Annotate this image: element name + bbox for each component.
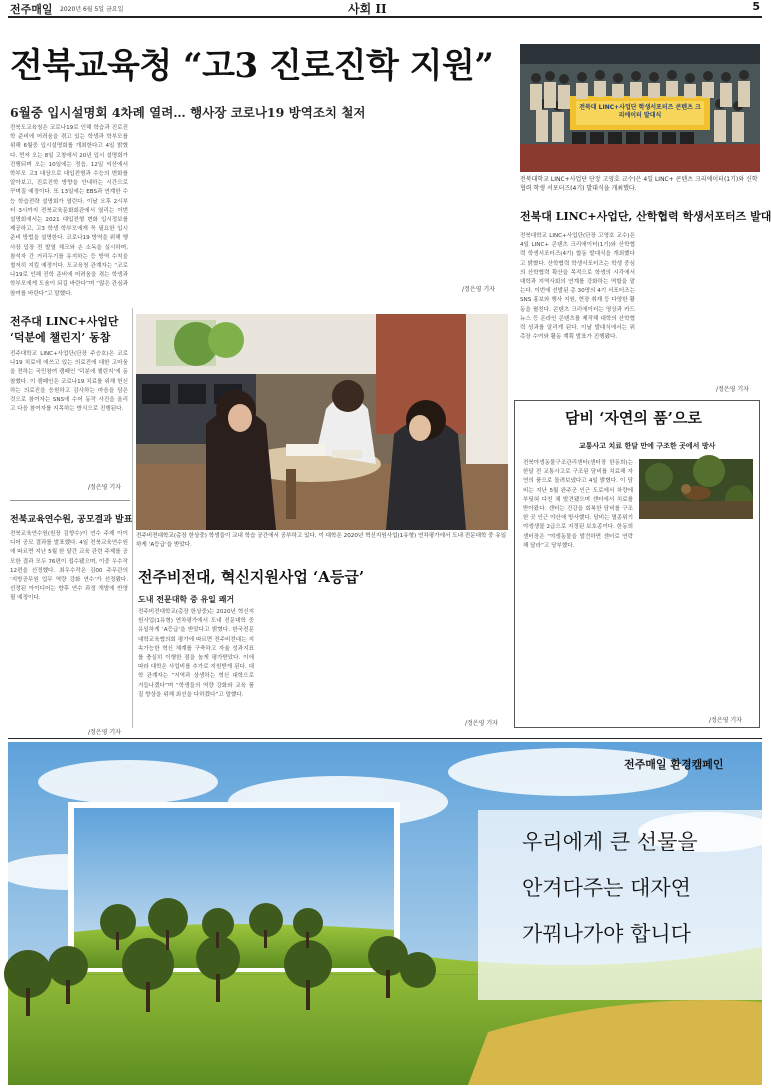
group-photo-banner: 전북대 LINC+사업단 학생서포터즈 콘텐츠 크리에이터 발대식 [579,104,701,119]
lead-byline: /정은영 기자 [462,286,495,293]
lead-subhead: 6월중 입시설명회 4차례 열려… 행사장 코로나19 방역조치 철저 [10,105,366,120]
vision-body-col3 [386,574,504,726]
masthead-section: 사회 II [348,2,387,16]
ad-line2: 안겨다주는 대자연 [522,876,691,900]
classroom-photo-image [136,314,508,530]
challenge-body: 전주대학교 LINC+사업단(단장 주승호)은 코로나19 치료에 애쓰고 있는 의료진에 대한 고마움을 전하는 국민참여 캠페인 ‘덕분에 챌린지’에 동참했다. 이 캠페인은 코로나19 치료를 위해 헌신하는 의료진을 응원하고 감사하는 마음을 담은 것으로 참여자는 SNS에 수어 동작 사진을 올리고 다음 참여자를 지목하는 방식으로 진행된다. [10,351,128,413]
marten-subhead: 교통사고 치료 한달 만에 구조한 곳에서 방사 [579,442,716,450]
linc-byline: /정은영 기자 [716,386,749,393]
left-divider [10,500,130,501]
challenge-headline: 전주대 LINC+사업단 ‘덕분에 챌린지’ 동참 [10,315,119,344]
vision-body-col1: 전주비전대학교(총장 한상중)는 2020년 혁신지원사업(1유형) 연차평가에서 도내 전문대학 중 유일하게 ‘A등급’을 받았다고 밝혔다. 한국전문대학교육협의회 평가에 따르면 전주비전대는 지속가능한 혁신 체계를 구축하고 자율 성과지표를 충실히 이행한 점을 높게 평가받았다. 이에 따라 대학은 사업비를 추가로 지원받게 된다. 대학 관계자는 “지역과 상생하는 혁신 대학으로 거듭나겠다”며 “학생들의 역량 강화와 교육 품질 향상을 위해 최선을 다하겠다”고 말했다. [138,609,254,698]
marten-byline: /정은영 기자 [709,717,742,724]
training-byline: /정은영 기자 [88,729,121,736]
vision-subhead: 도내 전문대학 중 유일 쾌거 [138,595,235,604]
marten-photo-image [639,459,753,519]
masthead-date: 2020년 6월 5일 금요일 [60,6,124,13]
linc-body-col1: 전북대학교 LINC+사업단(단장 고영호 교수)은 4일 LINC+ 콘텐츠 크리에이터(1기)와 산학협력 학생서포터즈(4기) 합동 발대식을 개최했다고 밝혔다. 산학협력 학생서포터즈는 학생 중심의 산학협력 확산을 목적으로 학생의 시각에서 대학과 지역사회의 연계를 강화하는 역할을 맡는다. 이번에 선발된 총 30명의 4기 서포터즈는 SNS 홍보와 행사 지원, 현장 취재 등 다양한 활동을 펼친다. 콘텐츠 크리에이터는 영상과 카드뉴스 등 온라인 콘텐츠를 제작해 대학의 산학협력 성과를 알리게 된다. 이날 발대식에서는 위촉장 수여와 활동 계획 발표가 진행됐다. [520,233,635,341]
challenge-byline: /정은영 기자 [88,484,121,491]
masthead-rule [8,16,762,18]
environment-ad [8,742,762,1085]
ad-line1: 우리에게 큰 선물을 [522,830,698,854]
masthead-page: 5 [752,0,760,13]
classroom-photo-caption: 전주비전대학교(총장 한상중) 학생들이 교내 학습 공간에서 공부하고 있다. 이 대학은 2020년 혁신지원사업(1유형) 연차평가에서 도내 전문대학 중 유일하게 ‘A등급’을 받았다. [136,533,507,548]
lead-body-col2 [136,124,254,282]
group-photo-caption: 전북대학교 LINC+사업단 단장 고영호 교수)은 4일 LINC+ 콘텐츠 크리에이터(1기)와 신학협력 학생 서포터즈(4기) 발대식을 개최했다. [520,176,758,192]
classroom-photo [136,314,508,530]
lead-body-col3 [262,124,380,282]
masthead-paper: 전주매일 [10,3,53,16]
marten-body-col2 [639,525,753,703]
lead-body-col1: 전북도교육청은 코로나19로 인해 학습과 진로진학 준비에 어려움을 겪고 있는 학생과 학부모를 위해 6월중 입시설명회를 개최한다고 4일 밝혔다. 먼저 오는 8일 고창에서 20년 입시 설명회가 진행되며 오는 10일에는 정읍, 12일 익산에서 학부모 고3 대상으로 대입전형과 수능의 변화를 알아보고, 진로진학 방향을 안내하는 시간으로 꾸며질 예정이다. 또 13일에는 EBS과 연계한 수능 학습전략 설명회가 열린다. 이날 오후 2시부터 3시까지 전북교육문화회관에서 열리는 이번 설명회에서는 2021 대입전형 변화 입시정보를 제공하고, 고3 학생 학부모에게 꼭 필요한 입시 준비 방법을 설명한다. 코로나19 방역을 위해 행사장 입장 전 발열 체크와 손 소독을 실시하며, 참석자 간 거리두기를 유지하는 등 방역 수칙을 철저히 지킬 예정이다. 도교육청 관계자는 “코로나19로 인해 진학 준비에 어려움을 겪는 학생과 학부모에게 도움이 되길 바란다”며 “많은 관심과 참여를 바란다”고 말했다. [10,125,128,297]
marten-body-col1: 전북야생동물구조관리센터(센터장 한동희)는 한달 전 교통사고로 구조된 담비를 치료해 자연의 품으로 돌려보냈다고 4일 밝혔다. 이 담비는 지난 5월 완주군 인근 도로에서 차량에 부딪혀 다친 채 발견됐으며 센터에서 치료를 받아왔다. 센터는 건강을 회복한 담비를 구조한 곳 인근 야산에 방사했다. 담비는 멸종위기 야생생물 2급으로 지정된 보호종이다. 한동희 센터장은 “야생동물을 발견하면 센터로 연락해 달라”고 당부했다. [523,460,633,549]
marten-headline: 담비 ‘자연의 품’으로 [565,409,702,427]
linc-body-col2 [644,232,760,382]
training-headline: 전북교육연수원, 공모결과 발표 [10,515,133,525]
lead-headline: 전북교육청 “고3 진로진학 지원” [10,46,494,86]
linc-headline: 전북대 LINC+사업단, 산학협력 학생서포터즈 발대 [520,210,771,223]
column-divider-1 [132,308,133,728]
vision-body-col2 [262,574,378,726]
marten-box [514,400,760,728]
group-photo [520,44,760,172]
ad-tag: 전주매일 환경캠페인 [624,758,724,771]
ad-top-rule [8,738,762,739]
masthead [8,0,762,16]
training-body: 전북교육연수원(원장 김향수)이 연수 주제 아이디어 공모 결과를 발표했다. 4일 전북교육연수원에 따르면 지난 5월 한 달간 교육 관련 주제를 공모한 결과 모두 76편이 접수됐으며, 이중 우수작 12편을 선정했다. 최우수작은 김00 주무관의 ‘지방공무원 업무 역량 강화 연수’가 선정됐다. 선정된 아이디어는 향후 연수 과정 개발에 반영될 예정이다. [10,531,128,602]
vision-byline: /정은영 기자 [465,720,498,727]
vision-headline: 전주비전대, 혁신지원사업 ‘A등급’ [138,568,365,586]
ad-line3: 가꿔나가야 합니다 [522,922,691,946]
marten-photo [639,459,753,519]
lead-body-col4 [388,124,506,282]
